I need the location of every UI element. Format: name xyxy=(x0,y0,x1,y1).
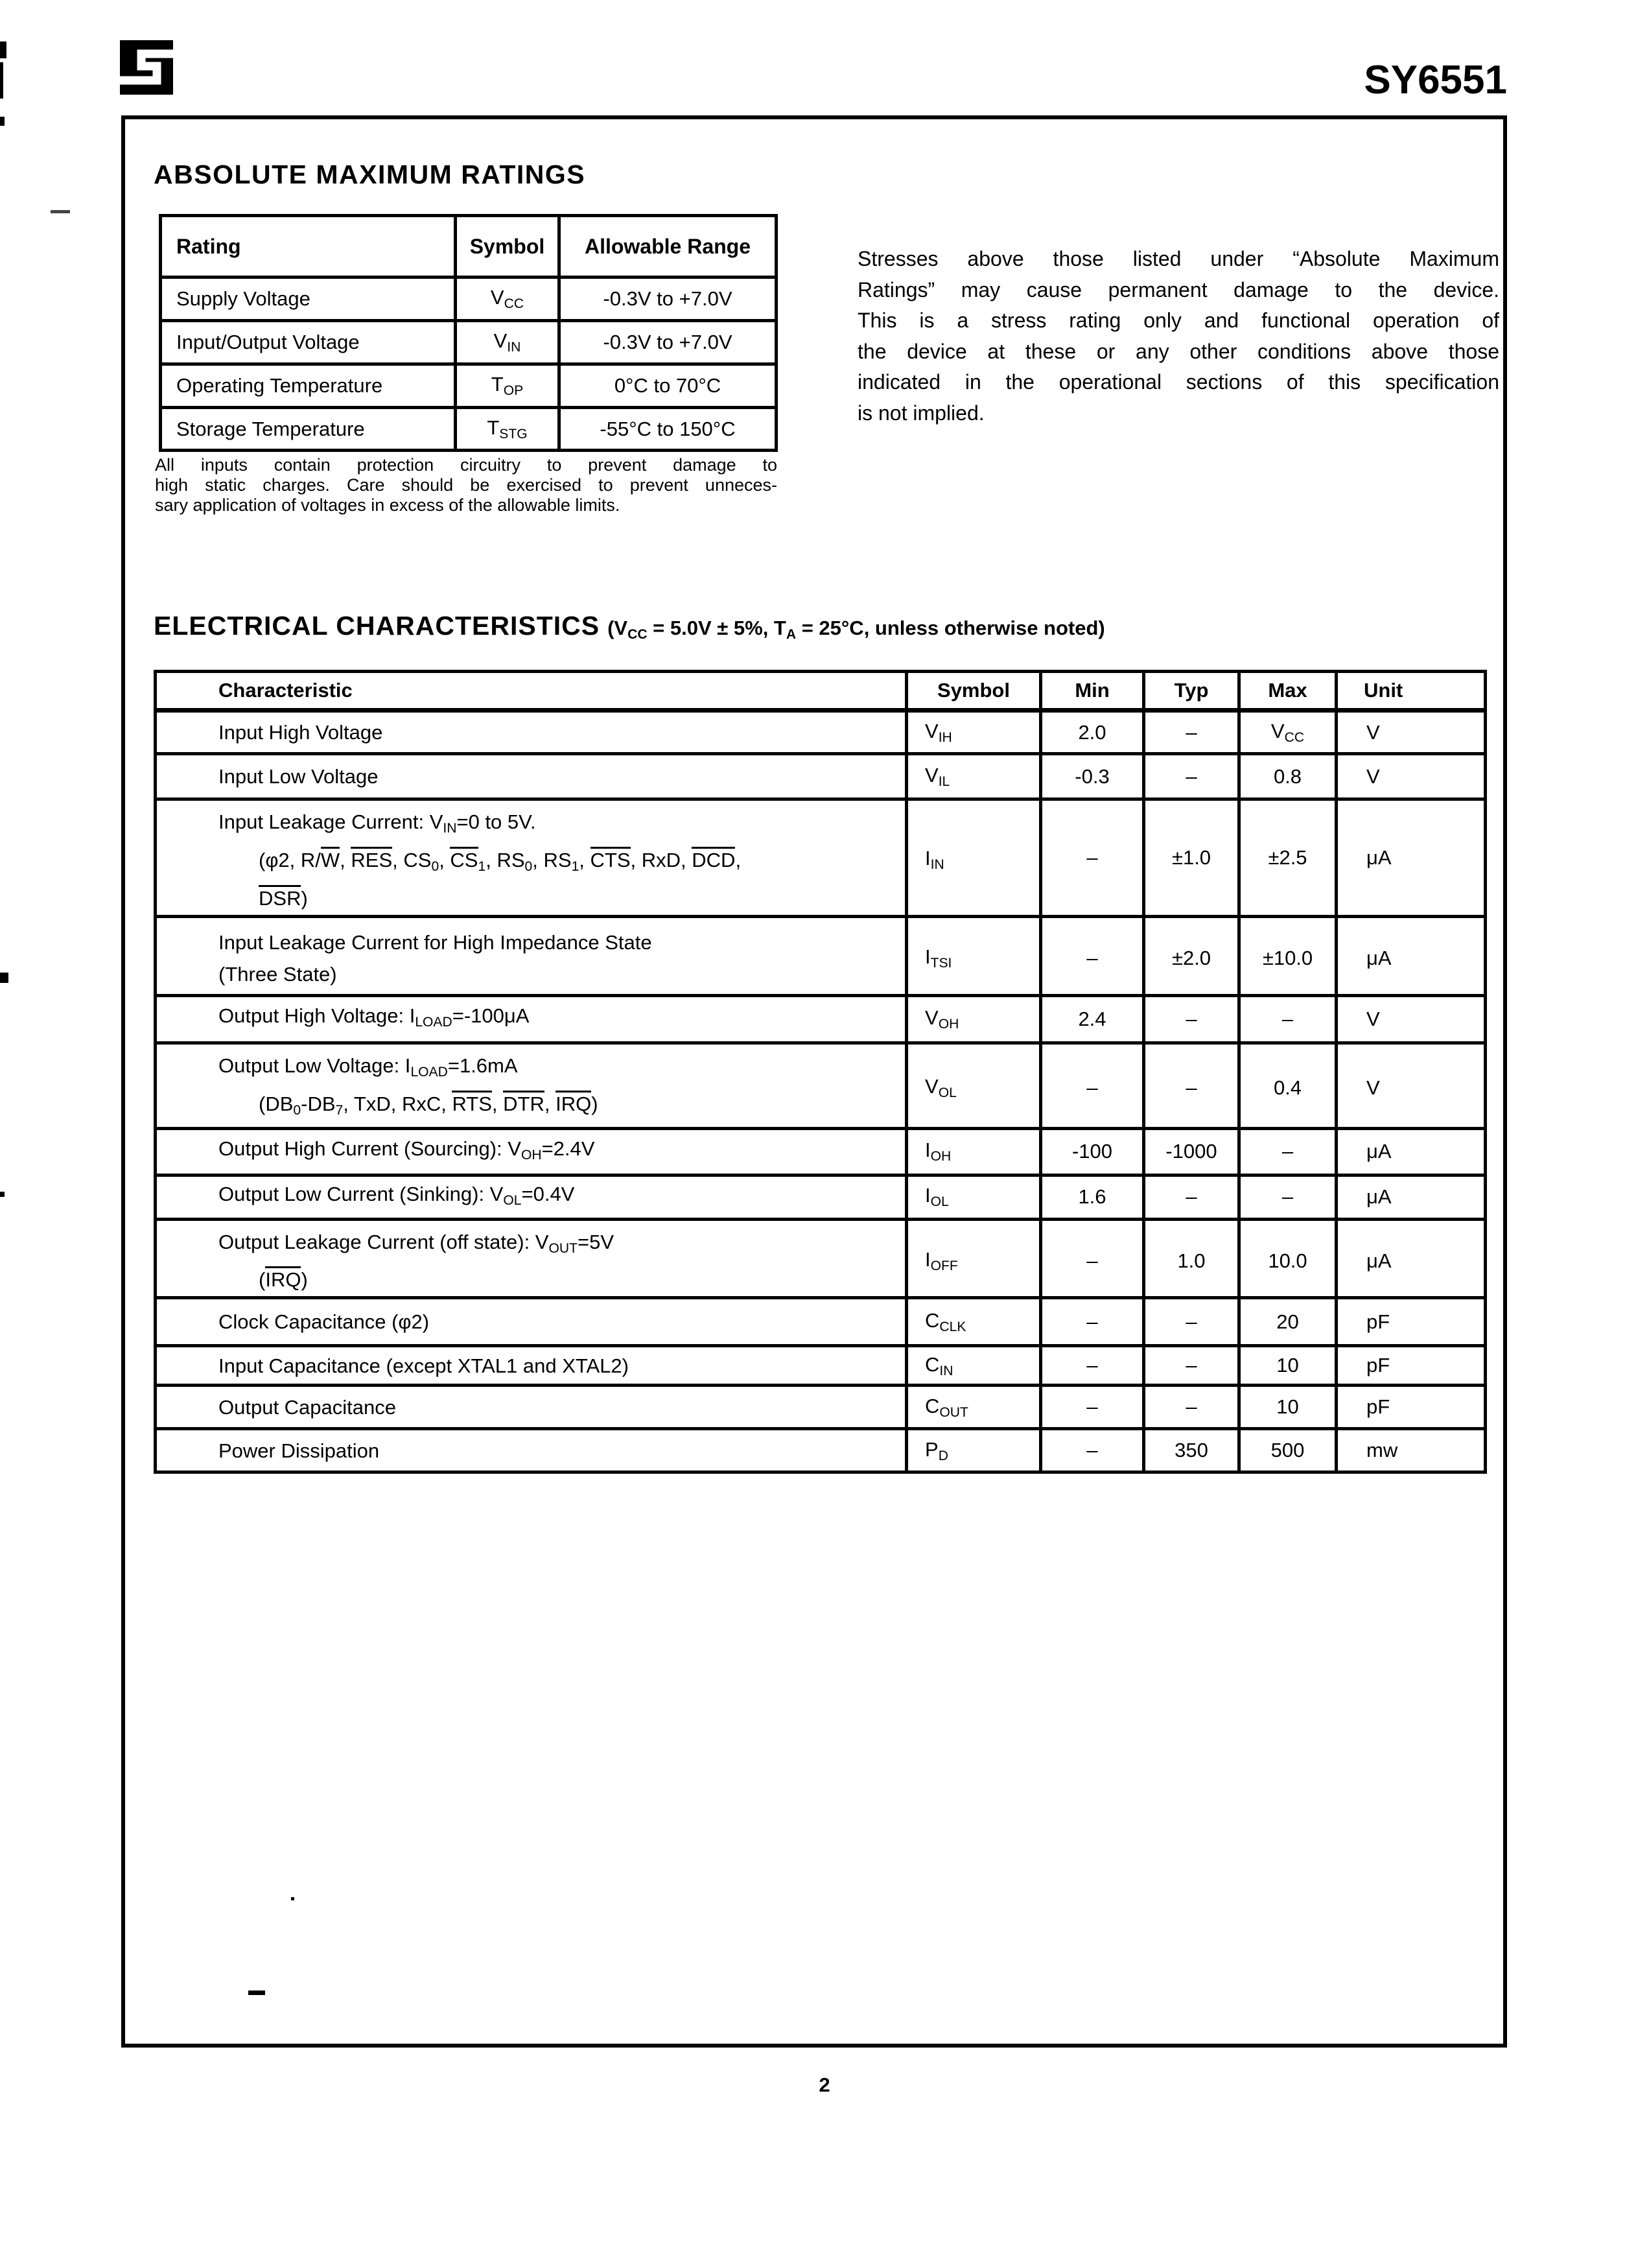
symbol-cell: $I_{TSI}$ xyxy=(907,916,1041,995)
characteristic-line: (IRQ) xyxy=(218,1264,904,1295)
max-cell: $V_{CC}$ xyxy=(1239,711,1337,754)
typ-cell: – xyxy=(1144,711,1239,754)
symbol-cell: $I_{IN}$ xyxy=(907,799,1041,917)
min-cell: -100 xyxy=(1041,1128,1144,1175)
min-cell: -0.3 xyxy=(1041,754,1144,799)
table-row xyxy=(156,1298,1486,1346)
unit-cell: V xyxy=(1337,754,1486,799)
ec-table xyxy=(154,670,1487,1474)
symbol-cell: $C_{IN}$ xyxy=(907,1346,1041,1386)
unit-cell: V xyxy=(1337,1043,1486,1128)
characteristic-line: Clock Capacitance (φ2) xyxy=(218,1310,430,1334)
text-line: Ratings” may cause permanent damage to the device. xyxy=(858,278,1499,301)
section-title-electrical-characteristics xyxy=(154,611,1105,643)
min-cell: – xyxy=(1041,1386,1144,1429)
unit-cell: V xyxy=(1337,711,1486,754)
scan-artifact xyxy=(0,973,8,983)
table-row xyxy=(156,1346,1486,1386)
scan-artifact xyxy=(248,1990,265,1995)
column-header: Min xyxy=(1041,672,1144,711)
part-number: SY6551 xyxy=(1364,58,1507,102)
max-cell: 10 xyxy=(1239,1346,1337,1386)
table-row xyxy=(161,278,777,321)
rating-cell: Supply Voltage xyxy=(161,278,456,321)
typ-cell: – xyxy=(1144,1175,1239,1219)
scan-artifact xyxy=(0,62,3,99)
min-cell: – xyxy=(1041,1219,1144,1298)
max-cell: – xyxy=(1239,1175,1337,1219)
typ-cell: -1000 xyxy=(1144,1128,1239,1175)
typ-cell: ±2.0 xyxy=(1144,916,1239,995)
typ-cell: – xyxy=(1144,1298,1239,1346)
typ-cell: – xyxy=(1144,754,1239,799)
column-header: Unit xyxy=(1337,672,1486,711)
table-row xyxy=(156,799,1486,917)
table-row xyxy=(156,1219,1486,1298)
max-cell: ±2.5 xyxy=(1239,799,1337,917)
unit-cell: μA xyxy=(1337,916,1486,995)
table-row xyxy=(156,1429,1486,1472)
table-row xyxy=(156,1175,1486,1219)
text-line: All inputs contain protection circuitry to prevent damage to xyxy=(155,455,777,475)
amr-note xyxy=(155,455,777,515)
characteristic-line: Output Low Current (Sinking): $V_{OL}=0.4V$ xyxy=(218,1182,575,1208)
typ-cell: – xyxy=(1144,1043,1239,1128)
synertek-s-logo-icon xyxy=(120,40,173,95)
max-cell: 10.0 xyxy=(1239,1219,1337,1298)
unit-cell: pF xyxy=(1337,1386,1486,1429)
text-line: Stresses above those listed under “Absolute Maximum xyxy=(858,247,1499,270)
rating-cell: Operating Temperature xyxy=(161,364,456,408)
max-cell: – xyxy=(1239,1128,1337,1175)
typ-cell: – xyxy=(1144,1386,1239,1429)
typ-cell: – xyxy=(1144,1346,1239,1386)
table-row xyxy=(156,916,1486,995)
characteristic-cell xyxy=(156,995,907,1043)
characteristic-line: Power Dissipation xyxy=(218,1439,380,1462)
min-cell: 1.6 xyxy=(1041,1175,1144,1219)
typ-cell: 1.0 xyxy=(1144,1219,1239,1298)
min-cell: – xyxy=(1041,1043,1144,1128)
characteristic-cell xyxy=(156,1043,907,1128)
table-header-row xyxy=(156,672,1486,711)
unit-cell: μA xyxy=(1337,799,1486,917)
table-row xyxy=(156,711,1486,754)
min-cell: – xyxy=(1041,799,1144,917)
characteristic-line: DSR) xyxy=(218,882,904,914)
column-header: Typ xyxy=(1144,672,1239,711)
characteristic-line: (φ2, R/W, RES, $CS_0$, $CS_1$, $RS_0$, $RS_1$, CTS, RxD, DCD, xyxy=(218,844,904,882)
table-row xyxy=(156,1128,1486,1175)
column-header: Rating xyxy=(161,216,456,278)
characteristic-cell xyxy=(156,1429,907,1472)
max-cell: 500 xyxy=(1239,1429,1337,1472)
text-line: sary application of voltages in excess of the allowable limits. xyxy=(155,495,620,515)
range-cell: 0°C to 70°C xyxy=(559,364,777,408)
column-header: Symbol xyxy=(907,672,1041,711)
range-cell: -0.3V to +7.0V xyxy=(559,278,777,321)
amr-table xyxy=(159,214,778,452)
characteristic-line: Output Capacitance xyxy=(218,1395,397,1419)
characteristic-cell xyxy=(156,1128,907,1175)
rating-cell: Input/Output Voltage xyxy=(161,321,456,364)
column-header: Allowable Range xyxy=(559,216,777,278)
column-header: Characteristic xyxy=(156,672,907,711)
text-line: is not implied. xyxy=(858,401,985,425)
scan-artifact xyxy=(0,117,5,126)
ec-conditions: ($V_{CC} = 5.0V \pm 5\%$, $T_A = 25^\circ C$, unless otherwise noted) xyxy=(607,617,1105,642)
characteristic-cell xyxy=(156,1346,907,1386)
characteristic-cell xyxy=(156,711,907,754)
table-row xyxy=(156,995,1486,1043)
text-line: high static charges. Care should be exercised to prevent unneces- xyxy=(155,475,777,495)
characteristic-line: (Three State) xyxy=(218,962,337,986)
symbol-cell: $C_{OUT}$ xyxy=(907,1386,1041,1429)
characteristic-line: ($DB_0-DB_7$, TxD, RxC, RTS, DTR, IRQ) xyxy=(218,1088,904,1126)
characteristic-line: Output High Voltage: $I_{LOAD}=-100\mu A$ xyxy=(218,1004,530,1030)
unit-cell: pF xyxy=(1337,1298,1486,1346)
symbol-cell: $C_{CLK}$ xyxy=(907,1298,1041,1346)
unit-cell: V xyxy=(1337,995,1486,1043)
section-title-absolute-maximum-ratings: ABSOLUTE MAXIMUM RATINGS xyxy=(154,159,586,189)
symbol-cell: $T_{OP}$ xyxy=(456,364,559,408)
min-cell: – xyxy=(1041,1429,1144,1472)
characteristic-line: Input Leakage Current: $V_{IN}=0$ to 5V. xyxy=(218,810,536,836)
characteristic-line: Output Low Voltage: $I_{LOAD}=1.6mA$ xyxy=(218,1054,518,1080)
unit-cell: μA xyxy=(1337,1128,1486,1175)
min-cell: – xyxy=(1041,1346,1144,1386)
text-line: This is a stress rating only and functional operation of xyxy=(858,309,1499,332)
max-cell: 20 xyxy=(1239,1298,1337,1346)
max-cell: ±10.0 xyxy=(1239,916,1337,995)
column-header: Symbol xyxy=(456,216,559,278)
scan-artifact xyxy=(51,210,70,213)
characteristic-cell xyxy=(156,1386,907,1429)
characteristic-cell xyxy=(156,916,907,995)
column-header: Max xyxy=(1239,672,1337,711)
typ-cell: ±1.0 xyxy=(1144,799,1239,917)
table-row xyxy=(156,1386,1486,1429)
symbol-cell: $I_{OFF}$ xyxy=(907,1219,1041,1298)
table-row xyxy=(161,321,777,364)
symbol-cell: $V_{CC}$ xyxy=(456,278,559,321)
symbol-cell: $I_{OL}$ xyxy=(907,1175,1041,1219)
characteristic-line: Input Capacitance (except XTAL1 and XTAL2) xyxy=(218,1354,629,1377)
max-cell: – xyxy=(1239,995,1337,1043)
scan-artifact xyxy=(0,1192,5,1197)
symbol-cell: $V_{OH}$ xyxy=(907,995,1041,1043)
content-frame xyxy=(121,115,1507,2048)
rating-cell: Storage Temperature xyxy=(161,408,456,451)
characteristic-line: Input Low Voltage xyxy=(218,765,379,788)
symbol-cell: $V_{IN}$ xyxy=(456,321,559,364)
table-row xyxy=(161,364,777,408)
characteristic-cell xyxy=(156,754,907,799)
characteristic-line: Output Leakage Current (off state): $V_{OUT}=5V$ xyxy=(218,1230,614,1256)
symbol-cell: $V_{OL}$ xyxy=(907,1043,1041,1128)
min-cell: – xyxy=(1041,1298,1144,1346)
characteristic-cell xyxy=(156,1175,907,1219)
symbol-cell: $P_D$ xyxy=(907,1429,1041,1472)
characteristic-line: Input High Voltage xyxy=(218,721,383,744)
characteristic-cell xyxy=(156,799,907,917)
typ-cell: 350 xyxy=(1144,1429,1239,1472)
min-cell: 2.0 xyxy=(1041,711,1144,754)
min-cell: 2.4 xyxy=(1041,995,1144,1043)
unit-cell: pF xyxy=(1337,1346,1486,1386)
stress-paragraph xyxy=(858,244,1499,429)
symbol-cell: $T_{STG}$ xyxy=(456,408,559,451)
table-row xyxy=(161,408,777,451)
scan-artifact xyxy=(291,1897,294,1900)
range-cell: -0.3V to +7.0V xyxy=(559,321,777,364)
unit-cell: μA xyxy=(1337,1219,1486,1298)
max-cell: 0.4 xyxy=(1239,1043,1337,1128)
symbol-cell: $V_{IL}$ xyxy=(907,754,1041,799)
unit-cell: mw xyxy=(1337,1429,1486,1472)
characteristic-line: Input Leakage Current for High Impedance State xyxy=(218,930,652,954)
symbol-cell: $I_{OH}$ xyxy=(907,1128,1041,1175)
characteristic-cell xyxy=(156,1298,907,1346)
table-header-row xyxy=(161,216,777,278)
unit-cell: μA xyxy=(1337,1175,1486,1219)
range-cell: -55°C to 150°C xyxy=(559,408,777,451)
typ-cell: – xyxy=(1144,995,1239,1043)
max-cell: 10 xyxy=(1239,1386,1337,1429)
max-cell: 0.8 xyxy=(1239,754,1337,799)
ec-title: ELECTRICAL CHARACTERISTICS xyxy=(154,611,600,641)
scan-artifact xyxy=(0,41,6,58)
text-line: the device at these or any other conditions above those xyxy=(858,339,1499,363)
page-number: 2 xyxy=(819,2073,830,2096)
table-row xyxy=(156,754,1486,799)
characteristic-cell xyxy=(156,1219,907,1298)
min-cell: – xyxy=(1041,916,1144,995)
characteristic-line: Output High Current (Sourcing): $V_{OH}=2.4V$ xyxy=(218,1137,595,1163)
symbol-cell: $V_{IH}$ xyxy=(907,711,1041,754)
text-line: indicated in the operational sections of this specification xyxy=(858,370,1499,394)
table-row xyxy=(156,1043,1486,1128)
